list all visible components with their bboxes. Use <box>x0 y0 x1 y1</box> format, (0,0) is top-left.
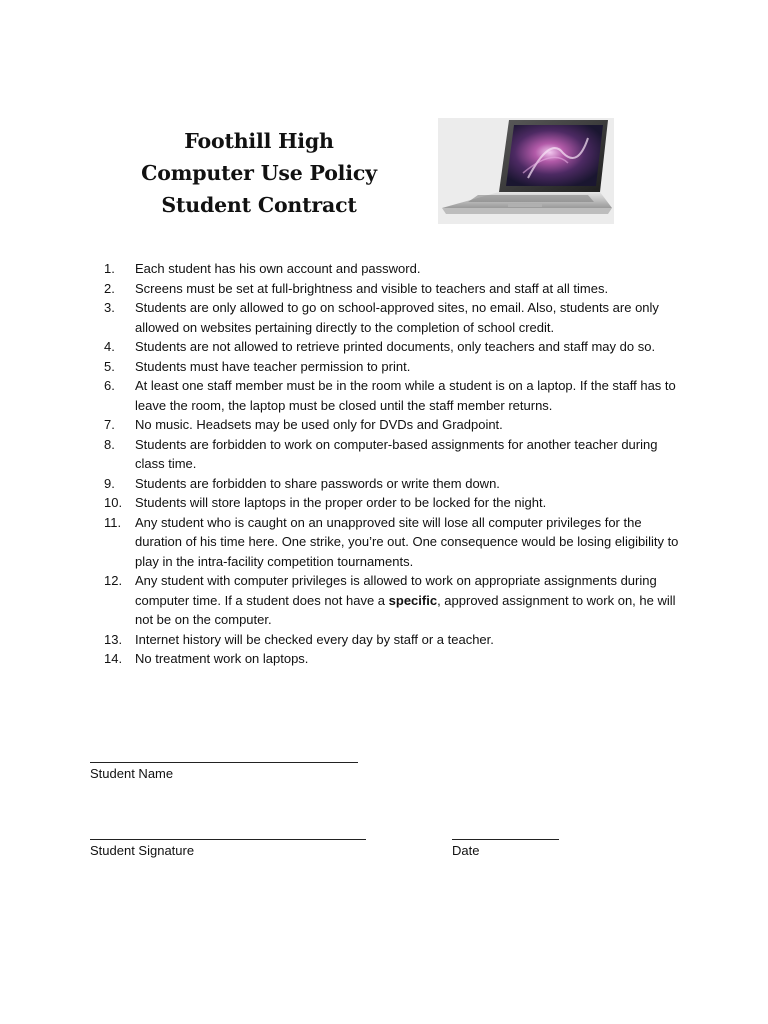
emphasis-word: specific <box>388 592 438 608</box>
list-item <box>90 279 690 299</box>
rule-text: Students must have teacher permission to print. <box>135 358 411 374</box>
student-signature-label: Student Signature <box>90 843 195 858</box>
list-item <box>90 630 690 650</box>
policy-name: Computer Use Policy <box>141 161 377 185</box>
student-signature-line[interactable] <box>90 839 366 840</box>
laptop-icon <box>438 118 614 224</box>
rules-list <box>90 259 690 669</box>
rule-text: Students are forbidden to work on computer-based assignments for another teacher during class time. <box>135 436 658 471</box>
rule-text: Screens must be set at full-brightness and visible to teachers and staff at all times. <box>135 280 609 296</box>
date-line[interactable] <box>452 839 559 840</box>
list-item <box>90 357 690 377</box>
rule-text: Internet history will be checked every day by staff or a teacher. <box>135 631 494 647</box>
rule-text: Students are not allowed to retrieve printed documents, only teachers and staff may do so. <box>135 339 656 354</box>
student-name-line[interactable] <box>90 762 358 763</box>
list-item <box>90 298 690 337</box>
rule-number: 12. <box>104 573 123 588</box>
rule-number: 6. <box>104 378 115 393</box>
list-item <box>90 649 690 669</box>
list-item <box>90 259 690 279</box>
rule-number: 1. <box>104 261 115 276</box>
rule-number: 9. <box>104 475 115 491</box>
list-item <box>90 415 690 435</box>
rule-number: 11. <box>104 514 122 530</box>
student-name-label: Student Name <box>90 766 174 781</box>
rule-number: 7. <box>104 417 115 432</box>
rule-number: 4. <box>104 339 115 354</box>
rule-text-before: Any student with computer privileges is allowed to work on appropriate assignments during computer time. If a student does not have a <box>135 573 657 608</box>
rule-number: 14. <box>104 651 123 666</box>
date-label: Date <box>452 843 480 858</box>
rule-text: No treatment work on laptops. <box>135 651 309 666</box>
contract-name: Student Contract <box>161 193 357 217</box>
rule-text <box>135 573 676 627</box>
rule-text: Students are forbidden to share passwords or write them down. <box>135 475 500 491</box>
rule-number: 2. <box>104 280 115 296</box>
list-item <box>90 571 690 630</box>
rule-number: 3. <box>104 300 115 315</box>
list-item <box>90 474 690 494</box>
rule-text: Students are only allowed to go on school-approved sites, no email. Also, students are only allowed on websites pertaining directly to the completion of school credit. <box>135 300 659 335</box>
list-item <box>90 493 690 513</box>
rule-number: 8. <box>104 436 115 452</box>
rule-text: At least one staff member must be in the room while a student is on a laptop. If the staff has to leave the room, the laptop must be closed until the staff member returns. <box>135 378 676 413</box>
rule-text-after: , approved assignment to work on, he will not be on the computer. <box>135 592 676 627</box>
rule-number: 5. <box>104 358 115 374</box>
list-item <box>90 376 690 415</box>
document-title <box>128 125 390 221</box>
rule-text: Students will store laptops in the proper order to be locked for the night. <box>135 495 547 510</box>
rule-text: Each student has his own account and password. <box>135 261 421 276</box>
rule-text: No music. Headsets may be used only for DVDs and Gradpoint. <box>135 417 503 432</box>
list-item <box>90 337 690 357</box>
school-name: Foothill High <box>184 129 334 153</box>
list-item <box>90 435 690 474</box>
rule-number: 10. <box>104 495 123 510</box>
list-item <box>90 513 690 572</box>
rule-number: 13. <box>104 631 123 647</box>
rule-text: Any student who is caught on an unapproved site will lose all computer privileges for the duration of his time here. One strike, you’re out. One consequence would be losing eligibility to play in the intra-facility competition tournaments. <box>135 514 679 569</box>
